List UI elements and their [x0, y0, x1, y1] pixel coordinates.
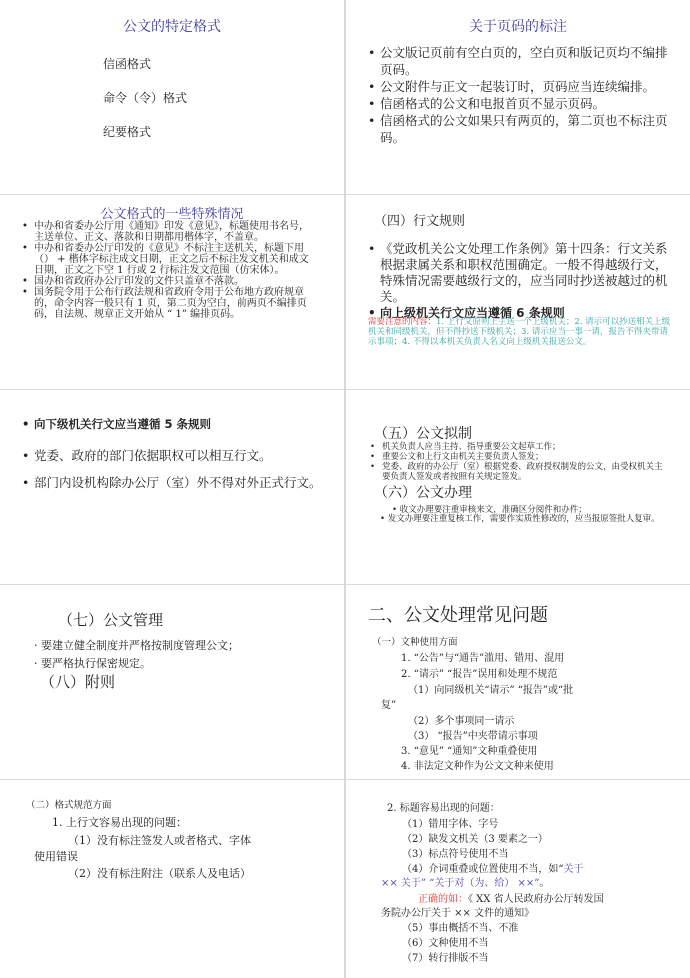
section-heading: （六）公文办理 — [374, 485, 472, 501]
list-item: • 党委、政府的部门依据职权可以相互行文。 — [22, 447, 322, 464]
list-item: （2）多个事项同一请示 — [408, 716, 515, 727]
paragraph: • 发文办理要注重复核工作，需要作实质性修改的，应当报原签批人复审。 — [380, 514, 660, 524]
list-item: • 向上级机关行文应当遵循 6 条规则 — [368, 305, 668, 321]
list-item: • 信函格式的公文如果只有两页的，第二页也不标注页码。 — [368, 112, 668, 146]
slide-title: 二、公文处理常见问题 — [368, 605, 548, 626]
list-item: （2）没有标注附注（联系人及电话） — [68, 867, 251, 880]
slide-title: （四）行文规则 — [374, 214, 466, 229]
list-item: 1. “公告”与“通告”滥用、错用、混用 — [401, 653, 565, 664]
list-item: 信函格式 — [103, 57, 152, 71]
slide-common-problems — [346, 585, 690, 779]
note-label: 需要注意的内容： — [368, 317, 437, 327]
list-item: 命令（令）格式 — [103, 91, 188, 105]
list-item: 4. 非法定文种作为公文文种来使用 — [401, 761, 554, 772]
list-item: （3）标点符号使用不当 — [402, 849, 509, 860]
list-item: （一）文种使用方面 — [372, 637, 458, 648]
list-item: • 向下级机关行文应当遵循 5 条规则 — [22, 416, 322, 433]
note-text: 1. 上行文原则上主送一个上级机关；2. 请示可以抄送相关上级机关和同级机关，但不得抄送下级机关；3. 请示应当一事一请，报告不得夹带请示事项；4. 不得以本机关负责人名义向上级机关报送公文。 — [368, 317, 671, 347]
list-item: 2. “请示” “报告”误用和处理不规范 — [401, 669, 558, 680]
list-item: • 国务院令用于公布行政法规和省政府令用于公布地方政府规章的，命令内容一般只有 1 页，第二页为空白，前两页不编排页码，自法规、规章正文开始从 “ 1” 编排页码。 — [22, 287, 318, 320]
list-item: （1）向同级机关“请示” “报告”或“批 — [408, 685, 574, 696]
list-item: （2）缺发文机关（3 要素之一） — [402, 834, 548, 845]
list-item: • 《党政机关公文处理工作条例》第十四条：行文关系根据隶属关系和职权范围确定。一般不得越级行文，特殊情况需要越级行文的，应当同时抄送被越过的机关。 — [368, 241, 668, 305]
paragraph: • 收文办理要注重审核来文，准确区分阅件和办件； — [392, 505, 587, 515]
slide-format-issues — [0, 780, 344, 978]
list-item: 务院办公厅关于 ×× 文件的通知》 — [381, 908, 535, 919]
list-item: • 中办和省委办公厅用《通知》印发《意见》，标题使用书名号，主送单位、正文、落款和日期都用楷体字，不盖章。 — [22, 221, 318, 243]
slide-special-formats — [0, 0, 344, 194]
list-item: • 机关负责人应当主持、指导重要公文起草工作； — [370, 442, 670, 452]
list-item: （二）格式规范方面 — [26, 800, 112, 811]
list-item: • 中办和省委办公厅印发的《意见》不标注主送机关，标题下用（） + 楷体字标注成文日期，正文之后不标注发文机关和成文日期，正文之下空 1 行或 2 行标注发文范围（仿宋体）。 — [22, 243, 318, 276]
list-item — [418, 890, 604, 905]
section-heading: （八）附则 — [40, 673, 116, 691]
text: （4）介词重叠或位置使用不当，如“ — [402, 864, 564, 875]
section-heading: （七）公文管理 — [58, 611, 164, 629]
slide-document-rules — [346, 195, 690, 389]
slide-page-numbers — [346, 0, 690, 194]
slide-special-cases — [0, 195, 344, 389]
list-item: （3） “报告”中夹带请示事项 — [408, 731, 538, 742]
note — [368, 317, 676, 347]
list-item: （1）错用字体、字号 — [402, 819, 499, 830]
list-item — [402, 860, 583, 875]
section-heading: （五）公文拟制 — [374, 426, 472, 442]
list-item: • 党委、政府的办公厅（室）根据党委、政府授权制发的公文，由受权机关主要负责人签发或者按照有关规定签发。 — [370, 462, 670, 482]
list-item: 复” — [381, 700, 397, 711]
slide-title-issues — [346, 780, 690, 978]
list-item: 使用错误 — [34, 850, 78, 863]
list-item: （7）转行排版不当 — [402, 953, 489, 964]
highlight: 关于 — [563, 864, 584, 875]
list-item: • 信函格式的公文和电报首页不显示页码。 — [368, 95, 668, 112]
correct-label: 正确的如： — [418, 894, 468, 905]
highlight: ×× 关于” “关于对（为、给） ××” — [381, 878, 540, 889]
slide-drafting — [346, 390, 690, 584]
list-item: 3. “意见” “通知”文种重叠使用 — [401, 746, 538, 757]
list-item: （5）事由概括不当、不准 — [402, 923, 519, 934]
list-item: • 公文附件与正文一起装订时，页码应当连续编排。 — [368, 78, 668, 95]
list-item: • 重要公文和上行文由机关主要负责人签发； — [370, 452, 670, 462]
text: 。 — [539, 878, 550, 889]
slide-title: 公文的特定格式 — [123, 19, 221, 35]
paragraph: · 要严格执行保密规定。 — [34, 657, 151, 670]
list-item: （1）没有标注签发人或者格式、字体 — [68, 834, 251, 847]
slide-management — [0, 585, 344, 779]
slide-title: 关于页码的标注 — [469, 19, 567, 35]
list-item: （6）文种使用不当 — [402, 938, 489, 949]
paragraph: · 要建立健全制度并严格按制度管理公文； — [34, 639, 239, 652]
list-item: • 部门内设机构除办公厅（室）外不得对外正式行文。 — [22, 474, 322, 491]
slide-downward-rules — [0, 390, 344, 584]
slide-title: 公文格式的一些特殊情况 — [100, 207, 244, 222]
list-item: 纪要格式 — [103, 125, 152, 139]
list-item: 1. 上行文容易出现的问题： — [52, 816, 187, 829]
text: 《 XX 省人民政府办公厅转发国 — [468, 894, 604, 905]
list-item: 2. 标题容易出现的问题： — [387, 803, 500, 814]
list-item: • 公文版记页前有空白页的，空白页和版记页均不编排页码。 — [368, 44, 668, 78]
list-item: • 国办和省政府办公厅印发的文件只盖章不落款。 — [22, 276, 318, 287]
list-item — [381, 874, 549, 889]
